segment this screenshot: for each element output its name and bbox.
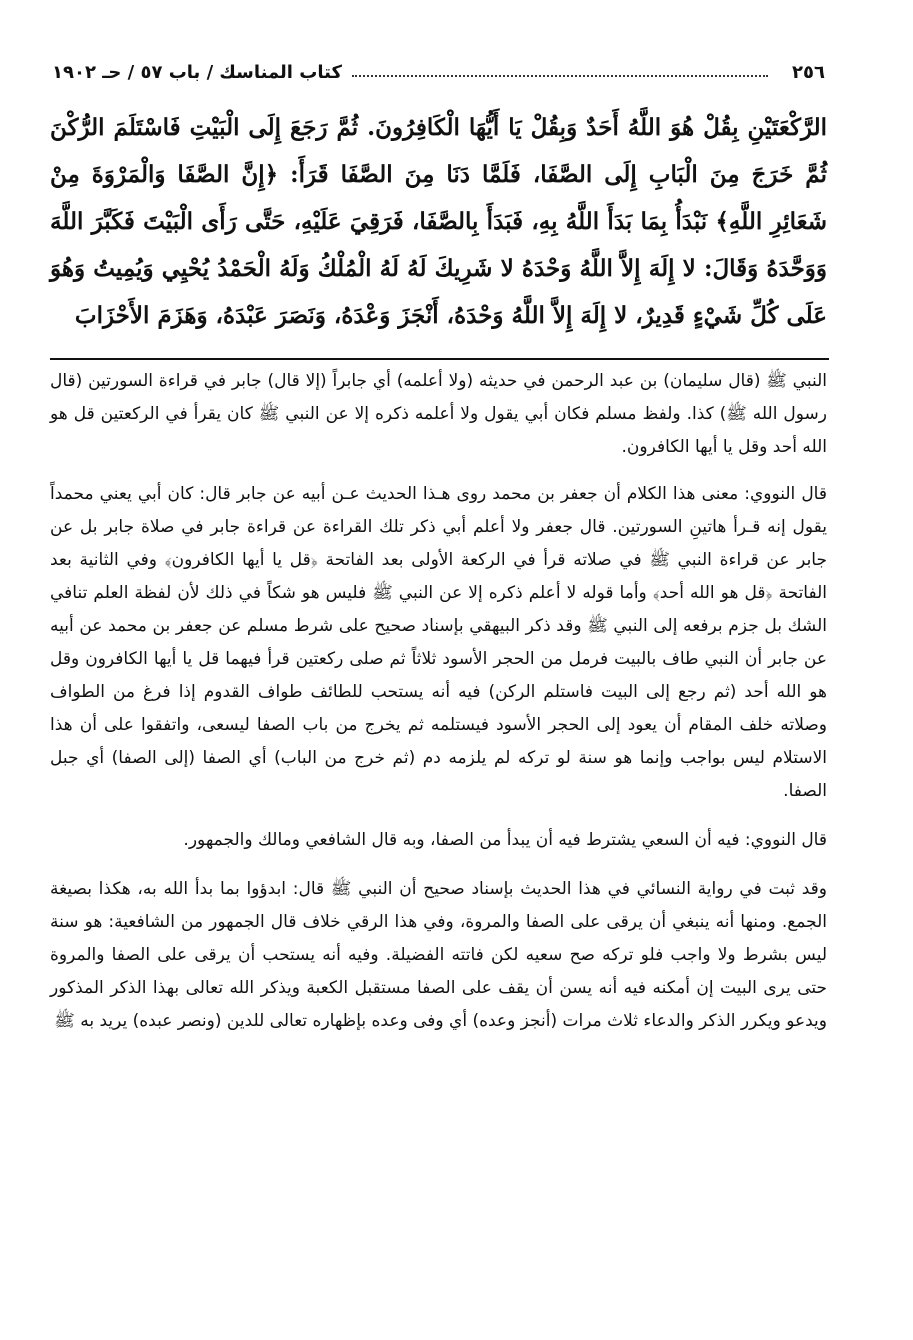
commentary-paragraph: النبي ﷺ (قال سليمان) بن عبد الرحمن في حديثه (ولا أعلمه) أي جابراً (إلا قال) جابر في قراءة السورتين (قال رسول الله ﷺ) كذا. ولفظ مسلم فكان أبي يقول ولا أعلمه ذكره إلا عن النبي ﷺ كان يقرأ في الركعتين قل هو الله أحد وقل يا أيها الكافرون. bbox=[50, 371, 827, 457]
commentary-paragraph: قال النووي: معنى هذا الكلام أن جعفر بن محمد روى هـذا الحديث عـن أبيه عن جابر قال: كان أبي يعني محمداً يقول إنه قـرأ هاتينِ السورتين. قال جعفر ولا أعلم أبي ذكر تلك القراءة عن قراءة جابر في صلاة جابر بل عن جابر عن قراءة النبي ﷺ في صلاته قرأ في الركعة الأولى بعد الفاتحة ﴿قل يا أيها الكافرون﴾ وفي الثانية بعد الفاتحة ﴿قل هو الله أحد﴾ وأما قوله لا أعلم ذكره إلا عن النبي ﷺ فليس هو شكاً في ذلك لأن لفظة العلم تنافي الشك بل جزم برفعه إلى النبي ﷺ وقد ذكر البيهقي بإسناد صحيح على شرط مسلم عن جعفر بن محمد عن أبيه عن جابر أن النبي طاف بالبيت فرمل من الحجر الأسود ثلاثاً ثم صلى ركعتين قرأ فيهما قل يا أيها الكافرون وقل هو الله أحد (ثم رجع إلى البيت فاستلم الركن) فيه أنه يستحب للطائف طواف القدوم إذا فرغ من الطواف وصلاته خلف المقام أن يعود إلى الحجر الأسود فيستلمه ثم يخرج من باب الصفا ليسعى، واتفقوا على أن هذا الاستلام ليس بواجب وإنما هو سنة لو تركه لم يلزمه دم (ثم خرج من الباب) أي الصفا (إلى الصفا) أي جبل الصفا. bbox=[50, 484, 827, 801]
page-header bbox=[52, 54, 825, 90]
commentary-paragraph: وقد ثبت في رواية النسائي في هذا الحديث بإسناد صحيح أن النبي ﷺ قال: ابدؤوا بما بدأ الله به، هكذا بصيغة الجمع. ومنها أنه ينبغي أن يرقى على الصفا والمروة، وفي هذا الرقي خلاف قال الجمهور من الشافعية: هو سنة ليس بشرط ولا واجب فلو تركه صح سعيه لكن فاتته الفضيلة. وفيه أنه يستحب أن يرقى على الصفا والمروة حتى يرى البيت إن أمكنه فيه أنه يسن أن يقف على الصفا مستقبل الكعبة ويذكر الله تعالى بهذا الذكر المذكور ويدعو ويكرر الذكر والدعاء ثلاث مرات (أنجز وعده) أي وفى وعده بإظهاره تعالى للدين (ونصر عبده) يريد به ﷺ bbox=[50, 879, 827, 1031]
hadith-text: الرَّكْعَتَيْنِ بِقُلْ هُوَ اللَّهُ أَحَدٌ وَبِقُلْ يَا أَيُّهَا الْكَافِرُونَ. ثُمَّ رَجَعَ إِلَى الْبَيْتِ فَاسْتَلَمَ الرُّكْنَ ثُمَّ خَرَجَ مِنَ الْبَابِ إِلَى الصَّفَا، فَلَمَّا دَنَا مِنَ الصَّفَا قَرَأَ: ﴿إِنَّ الصَّفَا وَالْمَرْوَةَ مِنْ شَعَائِرِ اللَّهِ﴾ نَبْدَأُ بِمَا بَدَأَ اللَّهُ بِهِ، فَبَدَأَ بِالصَّفَا، فَرَقِيَ عَلَيْهِ، حَتَّى رَأَى الْبَيْتَ فَكَبَّرَ اللَّهَ وَوَحَّدَهُ وَقَالَ: لا إِلَهَ إِلاَّ اللَّهُ وَحْدَهُ لا شَرِيكَ لَهُ لَهُ الْمُلْكُ وَلَهُ الْحَمْدُ يُحْيِي وَيُمِيتُ وَهُوَ عَلَى كُلِّ شَيْءٍ قَدِيرٌ، لا إِلَهَ إِلاَّ اللَّهُ وَحْدَهُ، أَنْجَزَ وَعْدَهُ، وَنَصَرَ عَبْدَهُ، وَهَزَمَ الأَحْزَابَ bbox=[50, 114, 828, 329]
commentary-section bbox=[50, 365, 827, 1054]
footnote-divider bbox=[50, 358, 829, 360]
running-title: كتاب المناسك / باب ٥٧ / حـ ١٩٠٢ bbox=[52, 61, 342, 83]
commentary-paragraph: قال النووي: فيه أن السعي يشترط فيه أن يبدأ من الصفا، وبه قال الشافعي ومالك والجمهور. bbox=[183, 830, 827, 850]
page-number: ٢٥٦ bbox=[792, 61, 825, 83]
header-dotted-leader bbox=[352, 75, 768, 77]
